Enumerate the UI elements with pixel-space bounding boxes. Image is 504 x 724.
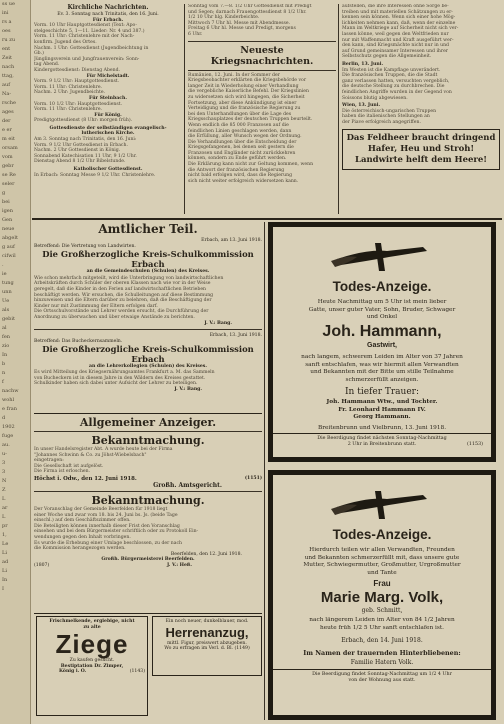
strip-line: ss ue bbox=[2, 1, 15, 7]
dateline: Berlin, 13. Juni. bbox=[342, 61, 384, 67]
strip-line: Z bbox=[2, 487, 6, 493]
advertiser-title: Allgemeiner Anzeiger. bbox=[79, 416, 217, 429]
strip-line: gebit bbox=[2, 316, 15, 322]
column-divider bbox=[264, 222, 265, 720]
strip-line: bei bbox=[2, 199, 10, 205]
section-rule bbox=[34, 613, 262, 614]
strip-line: auf bbox=[2, 82, 11, 88]
family-name: Familie Hatern Volk. bbox=[350, 659, 414, 666]
text-line: stelgeschichte 5, 1—11. Lieder: Nr. 4 und 387.) bbox=[34, 28, 145, 34]
death-notice-intro bbox=[279, 299, 485, 322]
funeral-info bbox=[279, 436, 485, 448]
strip-line: e er bbox=[2, 127, 12, 133]
official-body bbox=[34, 370, 262, 387]
text-line: Vorm. 11 Uhr: Christenlehre. bbox=[34, 107, 103, 113]
death-notice-hammann bbox=[268, 222, 496, 462]
text-line: In Erbach: Sonntag Messe 9 1/2 Uhr. Christenlehre. bbox=[34, 172, 156, 178]
text-line: schmerzerfüllt anzeigen. bbox=[345, 376, 419, 383]
hay-appeal-line: Landwirte helft dem Heere! bbox=[354, 155, 488, 166]
text-line: Vorm. 11 Uhr: Christenlehre. bbox=[34, 84, 103, 90]
strip-line: gebr bbox=[2, 163, 14, 169]
strip-line: nachw bbox=[2, 388, 19, 394]
strip-line: abgelt bbox=[2, 235, 18, 241]
official-recipient: an die Gemeindeschulen (Schulen) des Kreises. bbox=[86, 269, 210, 275]
text-line: Dienstag Abend 8 1/2 Uhr Bibelstunde. bbox=[34, 159, 126, 165]
text-line: aufstellen, die ihre Interessen ohne Sorge be- bbox=[342, 4, 449, 9]
text-line: Kriegsbeobachter erklärten die Kriegsbehörde vor bbox=[188, 78, 307, 84]
text-line: Am 3. Sonntag nach Trinitatis, den 16. Juni: bbox=[34, 137, 137, 143]
strip-line: ad bbox=[2, 559, 9, 565]
text-line: sich nicht weiter erfolgreich widersetzen kann. bbox=[188, 178, 299, 184]
text-line: nicht bald erfolgen wird, dass die Regierung bbox=[188, 173, 293, 179]
church-news-lines bbox=[34, 79, 182, 96]
text-line: "Johannes Schwinn & Co. zu Jöhst-Wiebelsbach" bbox=[34, 452, 147, 458]
text-line: zu widersetzen sich wird hingegen, die Sicherheit bbox=[188, 94, 305, 100]
strip-line: ru zu bbox=[2, 37, 16, 43]
text-line: 6 Uhr. bbox=[188, 31, 203, 37]
church-news-lines bbox=[34, 118, 182, 124]
announcement-body bbox=[34, 507, 262, 552]
text-line: Nachm. 2 Uhr: Jugendbeichte. bbox=[34, 90, 106, 96]
text-line: heute früh 1/2 5 Uhr sanft entschlafen ist. bbox=[319, 624, 445, 631]
official-title: Amtlicher Teil. bbox=[98, 222, 198, 236]
text-line: haben die italienischen Stellungen an bbox=[342, 114, 430, 120]
text-line: hinzuweisen und die Eltern darüber zu belehren, daß die Beschäftigung der bbox=[34, 298, 212, 304]
text-line: Die französischen Truppen, die die Stadt bbox=[342, 73, 438, 79]
text-line: 2 Uhr in Breitenbrunn statt. bbox=[347, 442, 417, 447]
text-line: Die Firma ist erloschen. bbox=[34, 469, 91, 475]
deceased-born: geb. Schmitt, bbox=[361, 607, 403, 614]
text-line: tag Abend. bbox=[34, 62, 60, 68]
strip-line: u- bbox=[2, 451, 7, 457]
adjacent-page-strip bbox=[0, 0, 31, 724]
goat-ad-line: zu alte bbox=[83, 624, 101, 630]
text-line: Mann im Weltkriege auf Sicherheit nicht sich ver- bbox=[342, 26, 459, 32]
strip-line: neue bbox=[2, 226, 15, 232]
strip-line: Li bbox=[2, 550, 7, 556]
strip-line: tung bbox=[2, 280, 14, 286]
text-line: Predigtgottesdienst (8 Uhr: morgen früh). bbox=[34, 118, 133, 124]
strip-line: g bbox=[2, 190, 6, 196]
text-line: Soissons blutig abgewiesen. bbox=[342, 95, 408, 101]
general-advertiser bbox=[34, 416, 262, 612]
text-line: Die Beerdigung findet Sonntag-Nachmittag um 1/2 4 Uhr bbox=[312, 672, 452, 677]
strip-line: In bbox=[2, 577, 8, 583]
strip-line: Zeit bbox=[2, 55, 13, 61]
text-line: Vorm. 9 1/2 Uhr Gottesdienst in Erbach. bbox=[34, 142, 128, 148]
church-news-place: Für Erbach. bbox=[92, 17, 124, 23]
text-line: Franzosen und Engländer nicht zurückkehren bbox=[188, 150, 296, 156]
text-line: den kann, sind Kriegsmächte nicht nur in und bbox=[342, 43, 449, 49]
text-line: Kinder nur mit Zustimmung der Eltern erfolgen darf. bbox=[34, 303, 158, 309]
text-line: Die Verhandlungen über die Entscheidung der bbox=[188, 139, 297, 145]
cross-icon bbox=[327, 237, 437, 277]
strip-line: als bbox=[2, 307, 10, 313]
text-line: Die österreichisch-ungarischen Truppen bbox=[342, 108, 437, 114]
official-heading: Die Großherzogliche Kreis-Schulkommission Erbach bbox=[42, 344, 254, 365]
goat-ad bbox=[36, 616, 148, 716]
strip-line: d bbox=[2, 415, 6, 421]
goat-ad-line: Frischmelkende, ergiebige, nicht bbox=[49, 619, 135, 624]
announcement-date: Höchst i. Odw., den 12. Juni 1918. bbox=[34, 475, 137, 482]
suit-ad-line: Wo zu erfragen im Verl. d. Bl. (1149) bbox=[164, 646, 250, 652]
text-line: Schulkinder haben sich dabei unter Aufsicht der Lehrer zu beteiligen. bbox=[34, 381, 198, 387]
news-right-body bbox=[342, 109, 500, 126]
suit-ad-line: Ein noch neuer, dunkelblauer, mod. bbox=[165, 619, 249, 624]
death-notice-intro bbox=[279, 547, 485, 577]
text-line: einer Woche und zwar vom 18. bis 24. Juni bs. Js. (beide Tage bbox=[34, 512, 178, 518]
text-line: konfirm. Jugend des Ortes. bbox=[34, 39, 97, 45]
strip-line: ent bbox=[2, 46, 11, 52]
strip-line: ie bbox=[2, 271, 7, 277]
strip-line: seler bbox=[2, 181, 15, 187]
grief-line: Im Namen der trauernden Hinterbliebenen: bbox=[303, 649, 461, 657]
strip-line: orsam bbox=[2, 145, 18, 151]
text-line: Die Erklärung kann nicht zur Geltung kommen, wenn bbox=[188, 162, 314, 168]
strip-line: fen bbox=[2, 334, 11, 340]
strip-line: ini bbox=[2, 10, 9, 16]
official-date: Erbach, am 13. Juni 1918. bbox=[201, 238, 262, 243]
text-line: Der Voranschlag der Gemeinde Beerfelden für 1918 liegt bbox=[34, 506, 168, 512]
text-line: Selbstschutz gegen die Allgemeinheit. bbox=[342, 54, 432, 60]
strip-line: ages bbox=[2, 109, 14, 115]
war-news-column bbox=[188, 4, 336, 216]
strip-line: 1902 bbox=[2, 424, 15, 430]
divider bbox=[34, 329, 262, 330]
strip-line: b bbox=[2, 361, 6, 367]
strip-line: rsche bbox=[2, 100, 16, 106]
strip-line: rs a bbox=[2, 19, 12, 25]
announcement-signature: Großh. Bürgermeisterei Beerfelden. bbox=[101, 557, 195, 563]
text-line: Vorm. 9 1/2 Uhr: Hauptgottesdienst. bbox=[34, 79, 120, 85]
dateline: Wien, 13. Juni. bbox=[342, 103, 381, 109]
strip-line: I bbox=[2, 586, 4, 592]
text-line: treiben und mit materiellen Schätzungen zu er- bbox=[342, 9, 453, 15]
official-section bbox=[34, 222, 262, 412]
ad-number: (1143) bbox=[129, 669, 145, 675]
deceased-occupation: Gastwirt, bbox=[367, 342, 397, 349]
strip-line: e fran bbox=[2, 406, 17, 412]
text-line: Wie schon mehrfach mitgeteilt, wird die Unterbringung von landwirtschaftlichen bbox=[34, 275, 224, 281]
text-line: Hierdurch teilen wir allen Verwandten, Freunden bbox=[309, 547, 455, 553]
text-line: Freitag 6 Uhr hl. Messe und Predigt, morgens bbox=[188, 26, 296, 32]
strip-line: g auf bbox=[2, 244, 15, 250]
official-date: Erbach, 13. Juni 1918. bbox=[209, 333, 262, 339]
text-line: Die Ortsschulvorstände und Lehrer werden ersucht, die Durchführung der bbox=[34, 309, 209, 315]
notice-place-date: Breitenbrunn und Vielbrunn, 13. Juni 1918. bbox=[317, 425, 447, 431]
cross-icon bbox=[327, 485, 437, 525]
official-signature: J. V.: Bang. bbox=[174, 386, 202, 392]
suit-ad-headline: Herrenanzug, bbox=[165, 624, 249, 640]
text-line: und Tante bbox=[367, 569, 397, 576]
text-line: Anordnung zu überwachen und über etwaige Anstände zu berichten. bbox=[34, 314, 195, 320]
strip-line: al bbox=[2, 325, 7, 331]
text-line: nur mit Waffenmacht und Kraft ausgeführt wer- bbox=[342, 37, 454, 43]
divider bbox=[188, 70, 336, 71]
death-notice-body bbox=[279, 354, 485, 384]
grief-line: In tiefer Trauer: bbox=[345, 387, 419, 397]
divider bbox=[273, 433, 491, 434]
announcement-signature: J. V.: Heß. bbox=[166, 562, 192, 568]
church-news-lines bbox=[34, 23, 182, 57]
strip-line: 1, bbox=[2, 532, 7, 538]
strip-line: vom bbox=[2, 154, 13, 160]
divider bbox=[273, 669, 491, 670]
death-notice-title: Todes-Anzeige. bbox=[332, 527, 432, 542]
text-line: Nachm. 2 Uhr Gottesdienst in König. bbox=[34, 148, 121, 154]
strip-line: igen bbox=[2, 208, 13, 214]
goat-ad-line: König i. O. bbox=[59, 669, 87, 675]
war-news-body bbox=[188, 73, 336, 185]
hay-appeal-line: Hafer, Heu und Stroh! bbox=[367, 144, 475, 155]
death-notice-title: Todes-Anzeige. bbox=[332, 279, 432, 294]
text-line: Die Beerdigung findet nächsten Sonntag-Nachmittag bbox=[317, 436, 447, 441]
text-line: Verteidigung und die französische Regierung zu bbox=[188, 106, 301, 112]
text-line: Gatte, unser guter Vater, Sohn, Bruder, Schwager bbox=[308, 306, 456, 313]
divider bbox=[34, 431, 262, 432]
lutheran-lines bbox=[34, 137, 182, 165]
text-line: die deutsche Stellung zu durchbrechen. Die bbox=[342, 84, 445, 90]
strip-line: L bbox=[2, 496, 6, 502]
text-line: einschl.) auf dem Geschäftszimmer offen. bbox=[34, 518, 131, 524]
lutheran-heading: Gottesdienste der selbständigen evangelisch-lutherischen Kirche. bbox=[49, 125, 167, 137]
text-line: und Onkel bbox=[366, 314, 398, 321]
text-line: In unser Handelsregister Abt. A wurde heute bei der Firma bbox=[34, 447, 173, 452]
text-line: nach längerem Leiden im Alter von 84 1/2 Jahren bbox=[309, 617, 455, 623]
text-line: ganz verlassen hatten, versuchten vergeblich, bbox=[342, 78, 450, 84]
announcement-body bbox=[34, 447, 262, 475]
text-line: Es wurde die Erhebung einer Umlage beschlossen, zu der nach bbox=[34, 540, 183, 546]
hay-appeal-line: Das Feldheer braucht dringend bbox=[346, 133, 496, 144]
text-line: Kriegsschauplatzes der deutschen Truppen beurteilt. bbox=[188, 117, 313, 123]
text-line: eingetragen: bbox=[34, 458, 64, 464]
text-line: nach langem, schwerem Leiden im Alter von 37 Jahren bbox=[301, 354, 463, 360]
suit-ad bbox=[152, 616, 262, 676]
text-line: Vorm. 10 1/2 Uhr: Hauptgottesdienst. bbox=[34, 101, 123, 107]
official-body bbox=[34, 276, 262, 321]
text-line: Arbeitskräften durch Schüler der oberen Klassen nach wie vor in der Weise bbox=[34, 281, 211, 287]
text-line: der Piave erfolgreich angegriffen. bbox=[342, 119, 421, 125]
text-line: auf Grund gemeinsamer Interessen und ihrer bbox=[342, 48, 448, 54]
strip-line: 3 bbox=[2, 469, 6, 475]
text-line: Nachm. 1 Uhr: Gottesdienst (Jugendbeichtung in bbox=[34, 45, 149, 51]
church-news-heading: Kirchliche Nachrichten. bbox=[67, 4, 149, 11]
war-news-heading: Neueste Kriegsnachrichten. bbox=[210, 44, 314, 67]
text-line: Sonnabend Katechisation 11 Uhr, 9 1/2 Uhr. bbox=[34, 153, 137, 159]
column-divider bbox=[184, 4, 185, 214]
strip-line: L bbox=[2, 514, 6, 520]
text-line: sanft entschlafen, was wir hiermit allen Verwandten bbox=[305, 361, 459, 368]
news-right-body bbox=[342, 4, 500, 60]
official-heading: Die Großherzogliche Kreis-Schulkommission Erbach bbox=[42, 249, 254, 270]
text-line: Fr. Leonhard Hammann IV. bbox=[338, 406, 426, 413]
ad-number: (1151) bbox=[244, 475, 262, 481]
text-line: Die Gesellschaft ist aufgelöst. bbox=[34, 463, 104, 469]
strip-line: ttag, bbox=[2, 73, 14, 79]
text-line: Mutter, Schwiegermutter, Großmutter, Urgroßmutter bbox=[303, 562, 461, 569]
deceased-name: Joh. Hammann, bbox=[322, 323, 442, 340]
official-signature: J. V.: Bang. bbox=[204, 320, 232, 326]
strip-line: Na- bbox=[2, 91, 12, 97]
text-line: lassen könne, weil gegen den Weltfrieden nur bbox=[342, 31, 449, 37]
deceased-name: Marie Marg. Volk, bbox=[320, 589, 444, 606]
news-right-column bbox=[342, 4, 500, 216]
deceased-prefix: Frau bbox=[373, 579, 391, 588]
text-line: Rumänien, 12. Juni. In der Sommer der bbox=[188, 72, 280, 78]
notice-place-date: Erbach, den 14. Juni 1918. bbox=[341, 637, 423, 644]
suit-ad-line: mittl. Figur, preiswert abzugeben. bbox=[167, 640, 247, 646]
text-line: Vorm. 10 Uhr Hauptgottesdienst (Text: Apo- bbox=[34, 23, 137, 29]
strip-line: ar bbox=[2, 505, 8, 511]
text-line: die Antwort der französischen Regierung bbox=[188, 167, 285, 173]
text-line: Jünglingsverein und Jungfrauenverein: Sonn- bbox=[34, 56, 140, 62]
strip-line: Le bbox=[2, 541, 9, 547]
funeral-info bbox=[279, 672, 485, 684]
news-right-body bbox=[342, 68, 500, 102]
goat-ad-footer bbox=[39, 669, 145, 675]
strip-line: n bbox=[2, 370, 6, 376]
mourners bbox=[279, 399, 485, 422]
text-line: und Bekannten mit der Bitte um stille Teilnahme bbox=[310, 369, 454, 376]
text-line: und Segen; darnach Frauengottesdienst 8 1/2 Uhr. bbox=[188, 9, 307, 15]
strip-line: zio bbox=[2, 343, 10, 349]
strip-line: 3 bbox=[2, 460, 6, 466]
strip-line: In bbox=[2, 352, 8, 358]
text-line: 1/2 10 Uhr hlg. Kinderbeichte. bbox=[188, 15, 260, 21]
text-line: und Bekannten schmerzerfüllt mit, dass unsere gute bbox=[304, 554, 460, 561]
adjacent-page-text bbox=[0, 0, 30, 594]
text-line: lichkeiten nehmen kann, daß, wenn der einzelne bbox=[342, 20, 456, 26]
text-line: können, sondern zu Ende geführt werden. bbox=[188, 156, 287, 162]
text-line: Die Beteiligten können innerhalb dieser Frist den Voranschlag bbox=[34, 523, 180, 529]
hay-appeal-box bbox=[342, 129, 500, 170]
church-news-column bbox=[34, 4, 182, 216]
text-line: die Erfüllung, aller Wunsch wegen der Ordnung. bbox=[188, 134, 302, 140]
text-line: Im Westen ist die Kampflage unverändert. bbox=[342, 67, 441, 73]
church-news-lines bbox=[34, 102, 182, 113]
church-news-place: Für König. bbox=[94, 112, 122, 118]
text-line: von Bucheckern ist in diesem Jahre in den Wäldern des Kreises gestattet. bbox=[34, 375, 206, 381]
announcement-footer bbox=[34, 563, 262, 569]
announcement-title: Bekanntmachung. bbox=[91, 493, 205, 507]
strip-line: f bbox=[2, 379, 4, 385]
church-news-place: Für Michelstadt. bbox=[86, 73, 130, 79]
text-line: die vergebliche Kaiserliche Befehl. Der Kriegslinien bbox=[188, 89, 309, 95]
text-line: Fortsetzung, aber diese Ankündigung ist einer bbox=[188, 100, 297, 106]
strip-line: Ue bbox=[2, 298, 10, 304]
strip-line: wohl bbox=[2, 397, 15, 403]
goat-ad-line: Zu kaufen gesucht. bbox=[69, 658, 115, 664]
text-line: Vorm. 11 Uhr: Christenlehre mit der Nach- bbox=[34, 34, 135, 40]
ad-number: (1807) bbox=[34, 562, 50, 568]
column-divider bbox=[338, 4, 339, 214]
strip-line: Gen bbox=[2, 217, 13, 223]
strip-line: Li bbox=[2, 568, 7, 574]
divider bbox=[34, 491, 262, 492]
text-line: feindlichen Angriffe wurden in der Gegend von bbox=[342, 89, 452, 95]
divider bbox=[188, 41, 336, 42]
text-line: einsehen und bei dem Bürgermeister schriftlich oder zu Protokoll Ein- bbox=[34, 529, 199, 535]
official-subject: Betreffend: Das Bucheckernsammeln. bbox=[34, 338, 123, 344]
text-line: feindlichen Linien geschlagen werden, dann bbox=[188, 128, 292, 134]
death-notice-volk bbox=[268, 470, 496, 720]
text-line: bei den Unterhandlungen über die Lage des bbox=[188, 111, 292, 117]
text-line: Es wird Mitteilung des Kriegsernährungsamtes Frankfurt a. M. das Sammeln bbox=[34, 369, 215, 375]
text-line: langer Zeit in Wiederholung einer Verhandlung bbox=[188, 83, 299, 89]
text-line: Wenn endlich die 85 000 Franzosen auf die bbox=[188, 122, 289, 128]
strip-line: unn bbox=[2, 289, 12, 295]
text-line: Heute Nachmittag um 5 Uhr ist mein lieber bbox=[317, 299, 447, 305]
strip-line: pr bbox=[2, 523, 8, 529]
church-news-place: Für Steinbach. bbox=[89, 95, 127, 101]
strip-line: fuge bbox=[2, 433, 14, 439]
text-line: geregelt, daß die Kinder in den Ferien auf landwirtschaftlichen Betrieben bbox=[34, 286, 206, 292]
text-line: wendungen gegen den Inhalt vorbringen. bbox=[34, 534, 131, 540]
strip-line: m eit bbox=[2, 136, 15, 142]
goat-ad-headline: Ziege bbox=[55, 629, 129, 660]
announcement-signature: Großh. Amtsgericht. bbox=[153, 481, 222, 489]
strip-line: . bbox=[2, 262, 4, 268]
text-line: Mittwoch 7 Uhr hl. Messe mit Abendmesse. bbox=[188, 20, 291, 26]
section-rule bbox=[34, 413, 262, 414]
announcement-date: Beerfelden, den 12. Juni 1918. bbox=[170, 551, 242, 557]
strip-line: nach bbox=[2, 64, 15, 70]
text-line: Joh. Hammann Wtw., und Tochter. bbox=[326, 399, 438, 405]
death-notice-body bbox=[279, 617, 485, 632]
catholic-heading: Katholischer Gottesdienst. bbox=[73, 167, 143, 173]
text-line: beschäftigt werden. Wir ersuchen, die Schulleitungen auf diese Bestimmung bbox=[34, 292, 214, 298]
official-recipient: an die Lehrerkollegien (Schulen) des Kreises. bbox=[89, 364, 207, 370]
mass-times bbox=[188, 4, 336, 38]
official-subject: Betreffend: Die Vertretung von Landwirten. bbox=[34, 243, 136, 249]
text-line: Kriegsgefangenen, bei denen seit gestern die bbox=[188, 145, 294, 151]
strip-line: oes bbox=[2, 28, 11, 34]
section-rule bbox=[32, 218, 502, 220]
catholic-lines bbox=[34, 173, 182, 179]
strip-line: se Re bbox=[2, 172, 16, 178]
text-line: Gb.) bbox=[34, 51, 44, 57]
text-line: kennen sein können. Wenn sich einer hohe Mög- bbox=[342, 15, 456, 21]
strip-line: au. bbox=[2, 442, 10, 448]
text-line: die Kommission herangezogen werden. bbox=[34, 546, 126, 552]
strip-line: N bbox=[2, 478, 7, 484]
strip-line: cifwil bbox=[2, 253, 16, 259]
strip-line: der bbox=[2, 118, 11, 124]
text-line: Georg Hammann. bbox=[353, 414, 411, 421]
text-line: Sonntag vom 7.—8. 1/2 Uhr Gottesdienst mit Predigt bbox=[188, 4, 312, 9]
church-news-sub: Ev. 3. Sonntag nach Trinitatis, den 16. Juni. bbox=[57, 12, 159, 17]
announcement-title: Bekanntmachung. bbox=[91, 434, 205, 447]
goat-ad-line: Bestiptation Dr. Zimper, bbox=[60, 663, 124, 669]
text-line: von der Wohnung aus statt. bbox=[348, 678, 416, 683]
ad-number: (1153) bbox=[467, 442, 483, 447]
text-line: Kindergottesdienst: Dienstag Abend. bbox=[34, 67, 120, 73]
church-news-lines bbox=[34, 57, 182, 74]
